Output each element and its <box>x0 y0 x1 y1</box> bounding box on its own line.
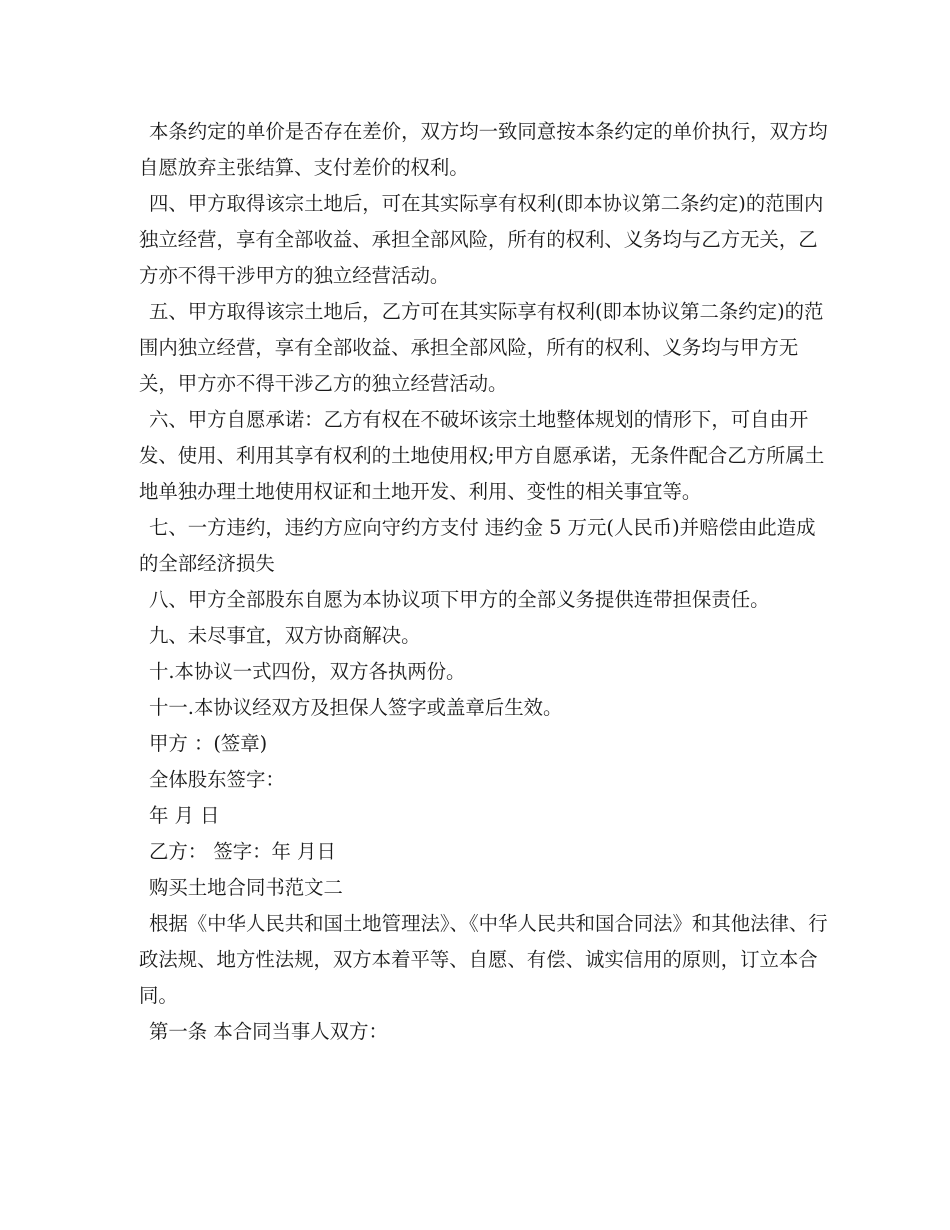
paragraph-clause-4: 四、甲方取得该宗土地后，可在其实际享有权利(即本协议第二条约定)的范围内独立经营，享有全部收益、承担全部风险，所有的权利、义务均与乙方无关，乙方亦不得干涉甲方的独立经营活动。 <box>139 192 824 287</box>
paragraph-clause-5: 五、甲方取得该宗土地后，乙方可在其实际享有权利(即本协议第二条约定)的范围内独立经营，享有全部收益、承担全部风险，所有的权利、义务均与甲方无关，甲方亦不得干涉乙方的独立经营活动。 <box>139 300 824 395</box>
shareholders-signature-line: 全体股东签字： <box>149 768 285 791</box>
paragraph-price-difference: 本条约定的单价是否存在差价，双方均一致同意按本条约定的单价执行，双方均自愿放弃主张结算、支付差价的权利。 <box>139 120 828 179</box>
paragraph-clause-8: 八、甲方全部股东自愿为本协议项下甲方的全部义务提供连带担保责任。 <box>149 588 770 611</box>
paragraph-clause-9: 九、未尽事宜，双方协商解决。 <box>149 624 421 647</box>
section-heading-sample-two: 购买土地合同书范文二 <box>149 876 343 899</box>
paragraph-clause-6: 六、甲方自愿承诺：乙方有权在不破坏该宗土地整体规划的情形下，可自由开发、使用、利用其享有权利的土地使用权;甲方自愿承诺，无条件配合乙方所属土地单独办理土地使用权证和土地开发、利用、变性的相关事宜等。 <box>139 408 825 503</box>
party-a-signature-line: 甲方 ：(签章) <box>149 732 268 755</box>
date-line: 年 月 日 <box>149 804 220 827</box>
paragraph-legal-basis: 根据《中华人民共和国土地管理法》、《中华人民共和国合同法》和其他法律、行政法规、地方性法规，双方本着平等、自愿、有偿、诚实信用的原则，订立本合同。 <box>139 912 828 1007</box>
party-b-signature-line: 乙方： 签字：年 月日 <box>149 840 336 863</box>
paragraph-clause-11: 十一.本协议经双方及担保人签字或盖章后生效。 <box>149 696 563 719</box>
paragraph-clause-7: 七、一方违约，违约方应向守约方支付 违约金 5 万元(人民币)并赔偿由此造成的全部经济损失 <box>139 516 816 575</box>
paragraph-clause-10: 十.本协议一式四份，双方各执两份。 <box>149 660 466 683</box>
paragraph-article-1: 第一条 本合同当事人双方： <box>149 1020 388 1043</box>
document-body <box>139 114 829 1050</box>
